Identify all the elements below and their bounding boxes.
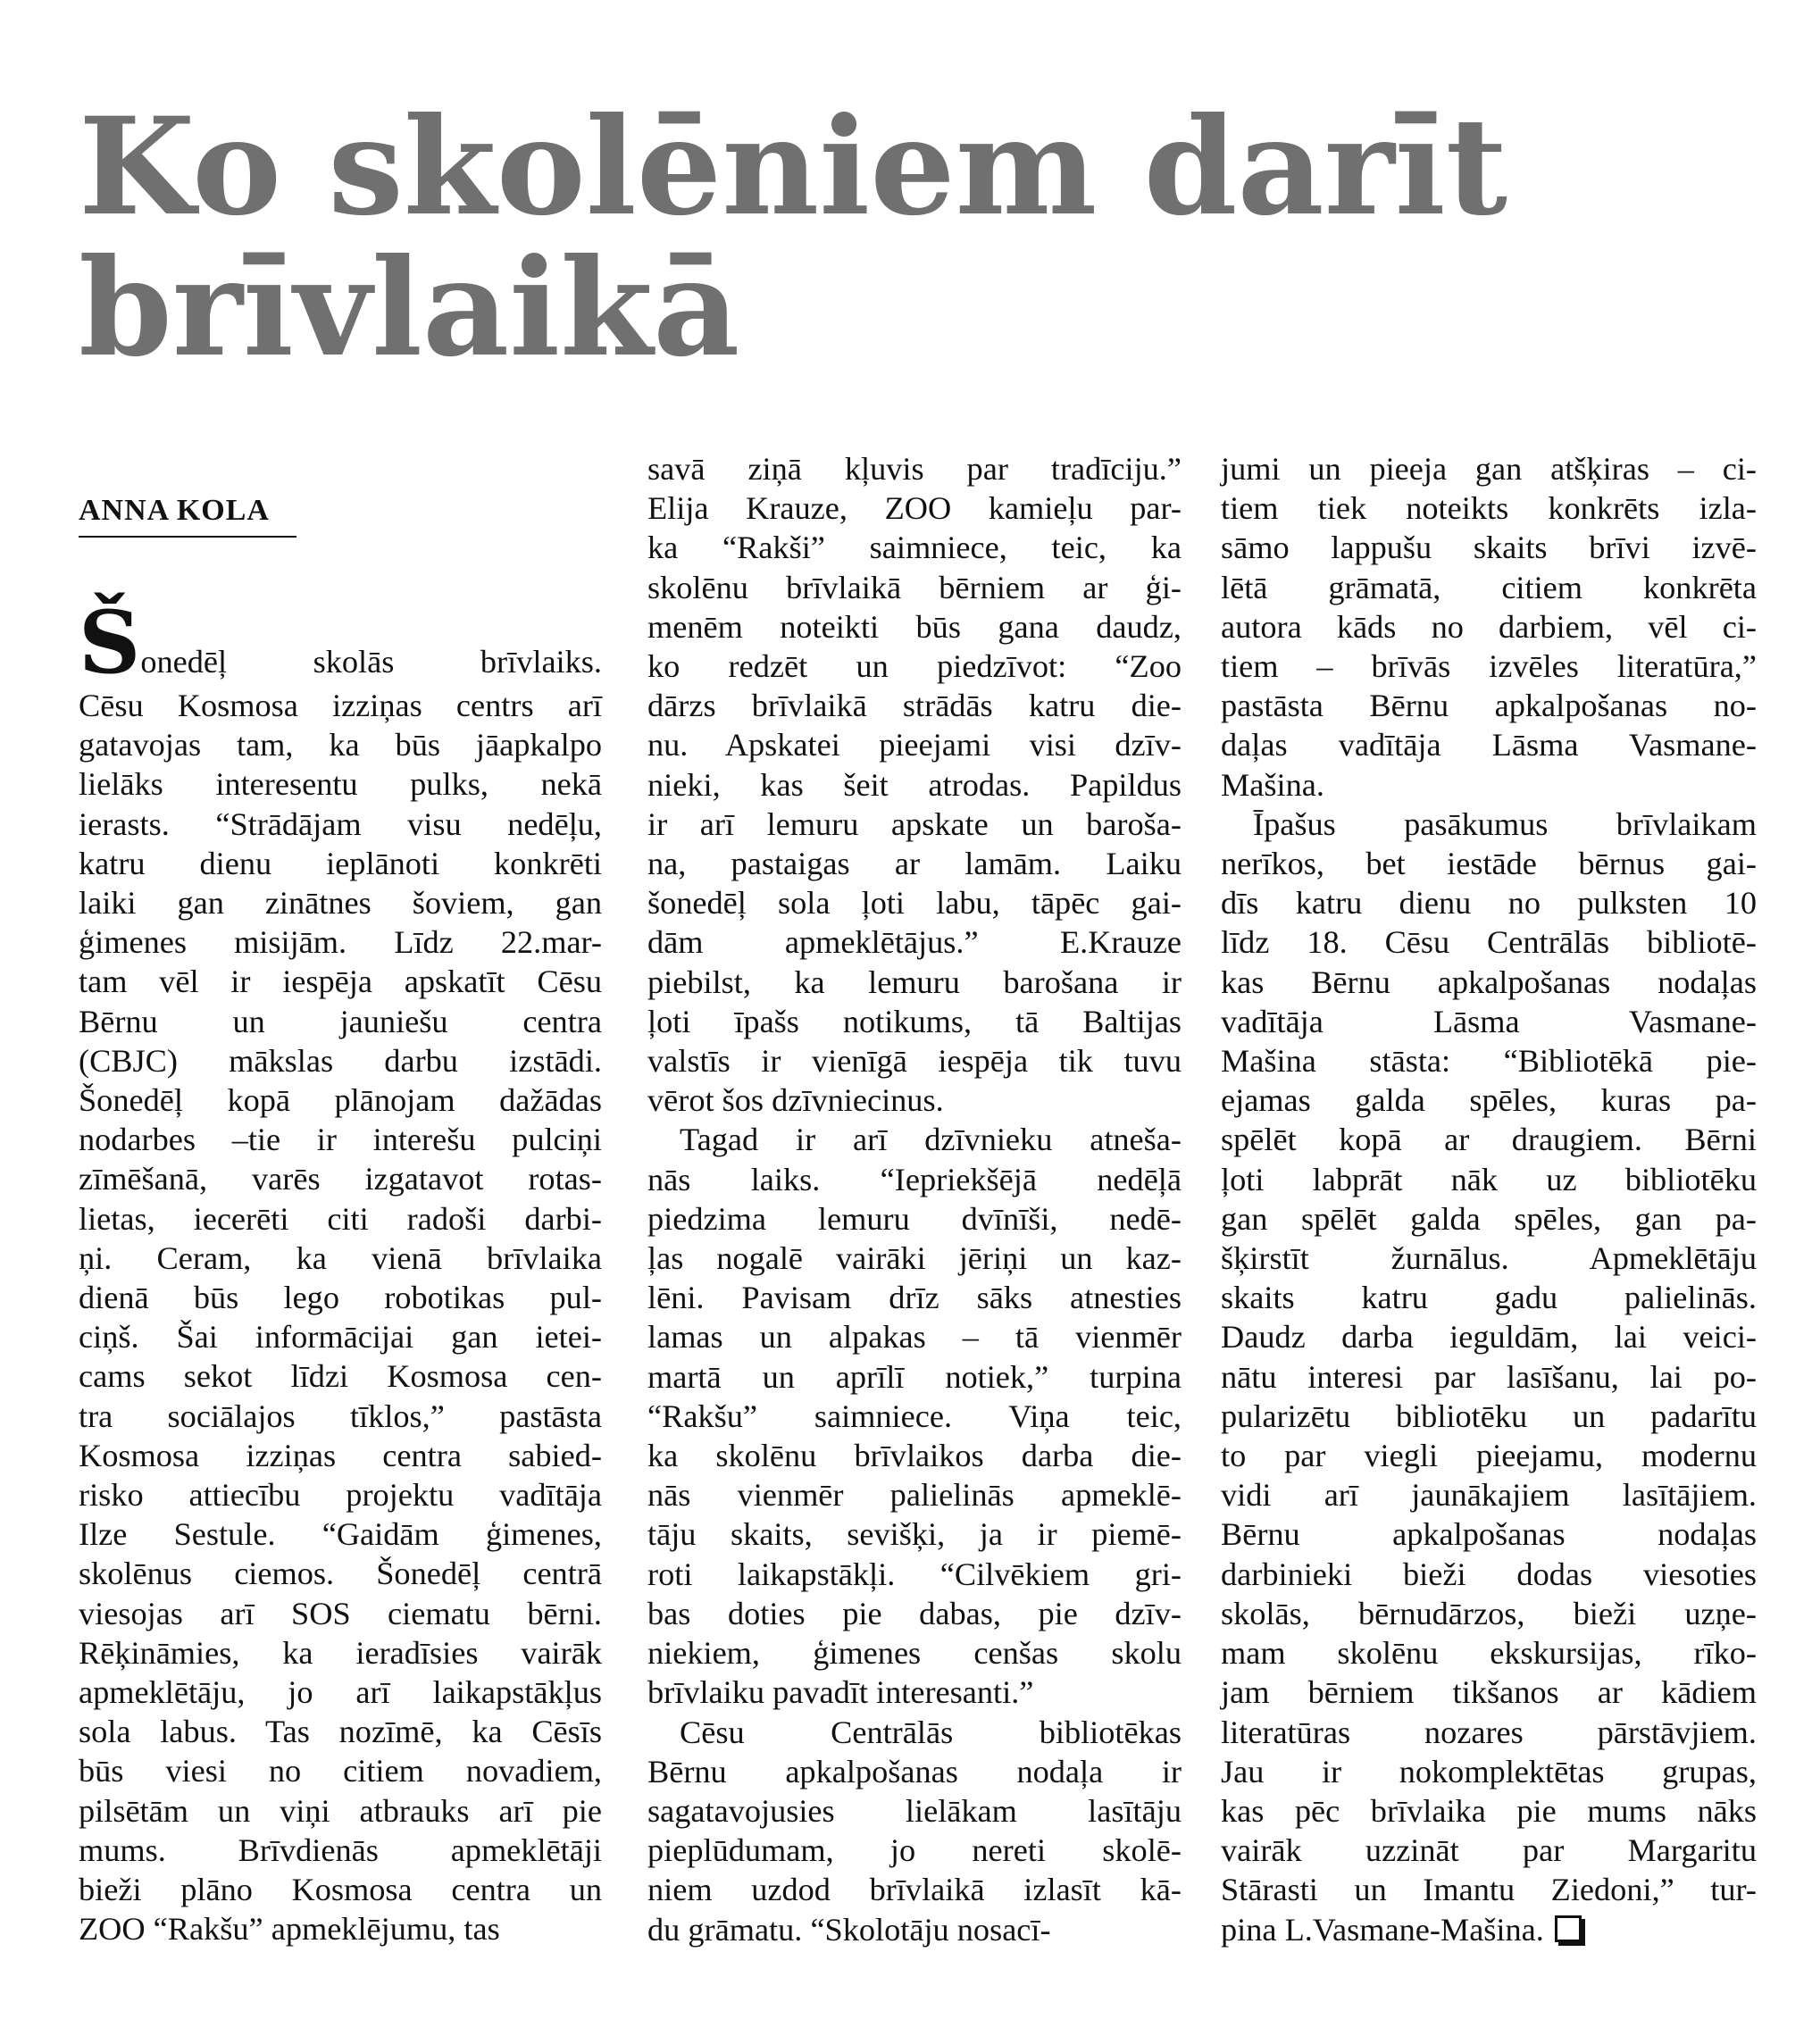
article-headline	[79, 88, 1775, 387]
text-line: gan spēlēt galda spēles, gan pa-	[1221, 1200, 1757, 1237]
text-line: vadītāja Lāsma Vasmane-	[1221, 1003, 1757, 1039]
text-line-content: pina L.Vasmane-Mašina.	[1221, 1911, 1544, 1948]
text-line: ka skolēnu brīvlaikos darba die-	[647, 1438, 1182, 1474]
text-line: ka “Rakši” saimniece, teic, ka	[647, 530, 1182, 566]
text-line: tam vēl ir iespēja apskatīt Cēsu	[79, 964, 602, 1000]
article-column-1	[79, 592, 602, 1949]
text-line: gatavojas tam, ka būs jāapkalpo	[79, 727, 602, 763]
text-line: Kosmosa izziņas centra sabied-	[79, 1437, 602, 1473]
text-line: dārzs brīvlaikā strādās katru die-	[647, 688, 1182, 724]
text-line: savā ziņā kļuvis par tradīciju.”	[647, 451, 1182, 487]
text-line: bas doties pie dabas, pie dzīv-	[647, 1595, 1182, 1631]
text-line: kas pēc brīvlaika pie mums nāks	[1221, 1792, 1757, 1829]
drop-cap: Š	[79, 592, 141, 693]
text-line: Bērnu apkalpošanas nodaļa ir	[647, 1753, 1182, 1790]
text-line: zīmēšanā, varēs izgatavot rotas-	[79, 1161, 602, 1197]
text-line: mums. Brīvdienās apmeklētāji	[79, 1831, 602, 1868]
headline-line: brīvlaikā	[79, 229, 740, 387]
text-line: vidi arī jaunākajiem lasītājiem.	[1221, 1477, 1757, 1514]
text-line: šonedēļ sola ļoti labu, tāpēc gai-	[647, 885, 1182, 922]
text-line: to par viegli pieejamu, modernu	[1221, 1438, 1757, 1474]
text-line: tiem tiek noteikts konkrēts izla-	[1221, 490, 1757, 527]
text-line: Bērnu apkalpošanas nodaļas	[1221, 1516, 1757, 1553]
text-line: risko attiecību projektu vadītāja	[79, 1477, 602, 1514]
text-line: mam skolēnu ekskursijas, rīko-	[1221, 1635, 1757, 1672]
text-line: Mašina stāsta: “Bibliotēkā pie-	[1221, 1043, 1757, 1080]
text-line: vairāk uzzināt par Margaritu	[1221, 1832, 1757, 1869]
text-line: līdz 18. Cēsu Centrālās bibliotē-	[1221, 924, 1757, 961]
text-line: pastāsta Bērnu apkalpošanas no-	[1221, 688, 1757, 724]
text-line: ZOO “Rakšu” apmeklējumu, tas	[79, 1911, 500, 1948]
text-line	[79, 592, 602, 693]
text-line: (CBJC) mākslas darbu izstādi.	[79, 1042, 602, 1079]
text-line: vērot šos dzīvniecinus.	[647, 1082, 944, 1119]
author-byline: ANNA KOLA	[79, 493, 296, 538]
text-line: Stārasti un Imantu Ziedoni,” tur-	[1221, 1872, 1757, 1908]
text-line: šķirstīt žurnālus. Apmeklētāju	[1221, 1240, 1757, 1277]
text-line: literatūras nozares pārstāvjiem.	[1221, 1714, 1757, 1750]
text-line: tra sociālajos tīklos,” pastāsta	[79, 1397, 602, 1434]
text-line: dīs katru dienu no pulksten 10	[1221, 885, 1757, 922]
text-line: ņi. Ceram, ka vienā brīvlaika	[79, 1239, 602, 1276]
text-line: skolēnu brīvlaikā bērniem ar ģi-	[647, 569, 1182, 605]
end-of-article-icon	[1555, 1915, 1582, 1942]
text-line: jumi un pieeja gan atšķiras – ci-	[1221, 451, 1757, 487]
text-line: spēlēt kopā ar draugiem. Bērni	[1221, 1122, 1757, 1158]
text-line: viesojas arī SOS ciematu bērni.	[79, 1595, 602, 1631]
text-line: apmeklētāju, jo arī laikapstākļus	[79, 1674, 602, 1711]
text-line: nu. Apskatei pieejami visi dzīv-	[647, 727, 1182, 763]
text-line: pularizētu bibliotēku un padarītu	[1221, 1397, 1757, 1434]
text-line: piebilst, ka lemuru barošana ir	[647, 964, 1182, 1000]
text-line: nās vienmēr palielinās apmeklē-	[647, 1477, 1182, 1514]
article-column-3	[1221, 449, 1757, 1949]
text-line: nātu interesi par lasīšanu, lai po-	[1221, 1358, 1757, 1395]
text-line: Daudz darba ieguldām, lai veici-	[1221, 1319, 1757, 1356]
text-line: du grāmatu. “Skolotāju nosacī-	[647, 1911, 1051, 1948]
text-line: sagatavojusies lielākam lasītāju	[647, 1792, 1182, 1829]
text-line: būs viesi no citiem novadiem,	[79, 1753, 602, 1790]
text-line: nieki, kas šeit atrodas. Papildus	[647, 766, 1182, 803]
text-line: dienā būs lego robotikas pul-	[79, 1280, 602, 1316]
text-line: niekiem, ģimenes cenšas skolu	[647, 1635, 1182, 1672]
headline-line: Ko skolēniem darīt	[79, 88, 1507, 246]
text-line: bieži plāno Kosmosa centra un	[79, 1872, 602, 1908]
text-line: ģimenes misijām. Līdz 22.mar-	[79, 924, 602, 961]
text-line: nerīkos, bet iestāde bērnus gai-	[1221, 846, 1757, 882]
text-line: valstīs ir vienīgā iespēja tik tuvu	[647, 1043, 1182, 1080]
text-line: cams sekot līdzi Kosmosa cen-	[79, 1358, 602, 1395]
text-line-rest: onedēļ skolās brīvlaiks.	[140, 644, 602, 680]
text-line: Ilze Sestule. “Gaidām ģimenes,	[79, 1516, 602, 1553]
text-line: ciņš. Šai informācijai gan ietei-	[79, 1319, 602, 1356]
text-line: roti laikapstākļi. “Cilvēkiem gri-	[647, 1556, 1182, 1592]
text-line: skolās, bērnudārzos, bieži uzņe-	[1221, 1595, 1757, 1631]
text-line: menēm noteikti būs gana daudz,	[647, 608, 1182, 645]
text-line: na, pastaigas ar lamām. Laiku	[647, 846, 1182, 882]
text-line: nās laiks. “Iepriekšējā nedēļā	[647, 1161, 1182, 1197]
text-line: lamas un alpakas – tā vienmēr	[647, 1319, 1182, 1356]
text-line: dām apmeklētājus.” E.Krauze	[647, 924, 1182, 961]
text-line: daļas vadītāja Lāsma Vasmane-	[1221, 727, 1757, 763]
text-line: ļoti labprāt nāk uz bibliotēku	[1221, 1161, 1757, 1197]
article-column-2	[647, 449, 1182, 1949]
text-line: ir arī lemuru apskate un baroša-	[647, 805, 1182, 842]
text-line: darbinieki bieži dodas viesoties	[1221, 1556, 1757, 1592]
text-line: lēni. Pavisam drīz sāks atnesties	[647, 1280, 1182, 1316]
text-line: skolēnus ciemos. Šonedēļ centrā	[79, 1556, 602, 1592]
text-line: martā un aprīlī notiek,” turpina	[647, 1358, 1182, 1395]
text-line: kas Bērnu apkalpošanas nodaļas	[1221, 964, 1757, 1000]
text-line: Īpašus pasākumus brīvlaikam	[1253, 805, 1757, 842]
text-line: Elija Krauze, ZOO kamieļu par-	[647, 490, 1182, 527]
text-line: autora kāds no darbiem, vēl ci-	[1221, 608, 1757, 645]
text-line: Cēsu Kosmosa izziņas centrs arī	[79, 688, 602, 723]
text-line	[1221, 1910, 1757, 1949]
text-line: sāmo lappušu skaits brīvi izvē-	[1221, 530, 1757, 566]
text-line: Rēķināmies, ka ieradīsies vairāk	[79, 1634, 602, 1671]
text-line: nodarbes –tie ir interešu pulciņi	[79, 1122, 602, 1158]
text-line: Šonedēļ kopā plānojam dažādas	[79, 1082, 602, 1119]
text-line: jam bērniem tikšanos ar kādiem	[1221, 1674, 1757, 1711]
text-line: sola labus. Tas nozīmē, ka Cēsīs	[79, 1714, 602, 1750]
text-line: ierasts. “Strādājam visu nedēļu,	[79, 805, 602, 842]
text-line: Bērnu un jauniešu centra	[79, 1003, 602, 1039]
text-line: tāju skaits, sevišķi, ja ir piemē-	[647, 1516, 1182, 1553]
text-line: lielāks interesentu pulks, nekā	[79, 766, 602, 803]
text-line: Jau ir nokomplektētas grupas,	[1221, 1753, 1757, 1790]
text-line: ļas nogalē vairāki jēriņi un kaz-	[647, 1240, 1182, 1277]
text-line: Tagad ir arī dzīvnieku atneša-	[680, 1122, 1182, 1158]
text-line: tiem – brīvās izvēles literatūra,”	[1221, 648, 1757, 685]
text-line: pieplūdumam, jo nereti skolē-	[647, 1832, 1182, 1869]
text-line: skaits katru gadu palielinās.	[1221, 1280, 1757, 1316]
text-line: lētā grāmatā, citiem konkrēta	[1221, 569, 1757, 605]
text-line: piedzima lemuru dvīnīši, nedē-	[647, 1200, 1182, 1237]
text-line: niem uzdod brīvlaikā izlasīt kā-	[647, 1872, 1182, 1908]
text-line: katru dienu ieplānoti konkrēti	[79, 845, 602, 881]
text-line: ko redzēt un piedzīvot: “Zoo	[647, 648, 1182, 685]
text-line: pilsētām un viņi atbrauks arī pie	[79, 1792, 602, 1829]
text-line: Cēsu Centrālās bibliotēkas	[680, 1714, 1182, 1750]
text-line: ļoti īpašs notikums, tā Baltijas	[647, 1003, 1182, 1039]
text-line: Mašina.	[1221, 766, 1324, 803]
text-line: lietas, iecerēti citi radoši darbi-	[79, 1200, 602, 1237]
text-line: laiki gan zinātnes šoviem, gan	[79, 885, 602, 922]
text-line: ejamas galda spēles, kuras pa-	[1221, 1082, 1757, 1119]
text-line: brīvlaiku pavadīt interesanti.”	[647, 1674, 1034, 1711]
text-line: “Rakšu” saimniece. Viņa teic,	[647, 1397, 1182, 1434]
